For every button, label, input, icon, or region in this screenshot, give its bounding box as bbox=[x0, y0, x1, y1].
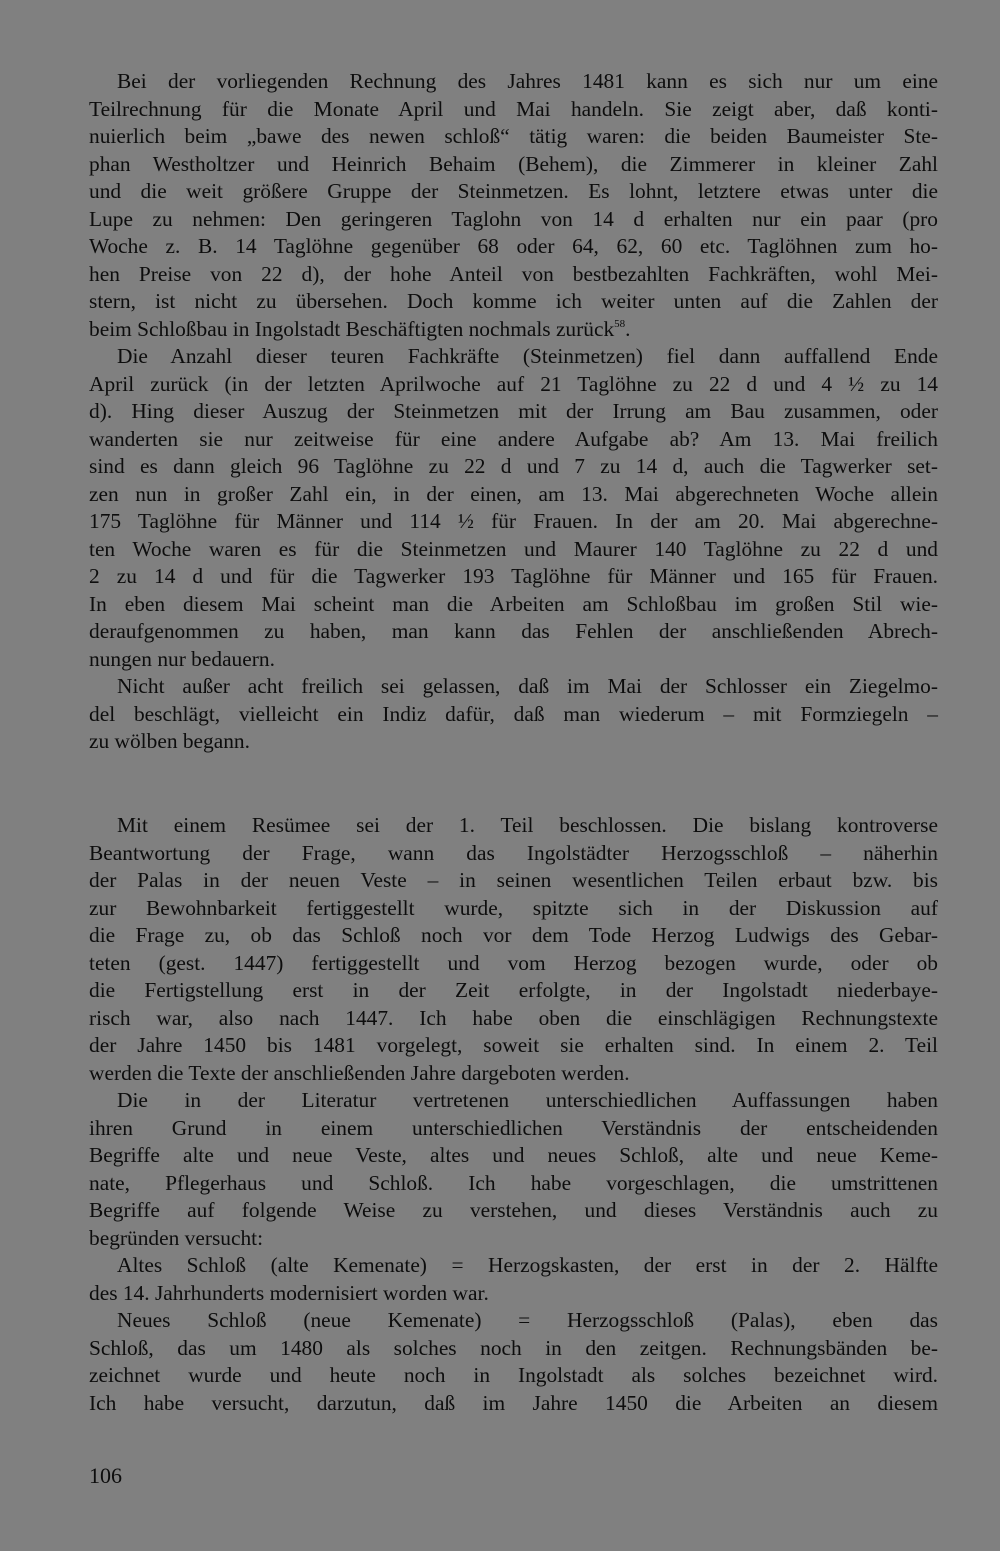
line-text: sind es dann gleich 96 Taglöhne zu 22 d und 7 zu 14 d, auch die Tagwerker set- bbox=[89, 454, 938, 478]
text-line bbox=[89, 673, 938, 701]
footnote-marker: 58 bbox=[614, 317, 626, 330]
line-text: hen Preise von 22 d), der hohe Anteil von bestbezahlten Fachkräften, wohl Mei- bbox=[89, 261, 938, 286]
line-text: Begriffe auf folgende Weise zu verstehen, und dieses Verständnis auch zu bbox=[89, 1198, 938, 1222]
line-text: zen nun in großer Zahl ein, in der einen, am 13. Mai abgerechneten Woche allein bbox=[89, 481, 938, 506]
line-text: Mit einem Resümee sei der 1. Teil beschlossen. Die bislang kontroverse bbox=[117, 813, 938, 837]
text-line bbox=[89, 316, 938, 344]
text-line bbox=[89, 1225, 938, 1253]
line-text: April zurück (in der letzten Aprilwoche auf 21 Taglöhne zu 22 d und 4 ½ zu 14 bbox=[89, 371, 938, 396]
text-line bbox=[89, 1197, 938, 1225]
line-text: Bei der vorliegenden Rechnung des Jahres 1481 kann es sich nur um eine bbox=[117, 69, 938, 93]
text-line bbox=[89, 867, 938, 895]
line-text: zur Bewohnbarkeit fertiggestellt wurde, spitzte sich in der Diskussion auf bbox=[89, 895, 938, 920]
line-text: Beantwortung der Frage, wann das Ingolstädter Herzogsschloß – näherhin bbox=[89, 840, 938, 865]
line-text: phan Westholtzer und Heinrich Behaim (Behem), die Zimmerer in kleiner Zahl bbox=[89, 151, 938, 176]
line-text: Teilrechnung für die Monate April und Mai handeln. Sie zeigt aber, daß konti- bbox=[89, 96, 938, 121]
line-text: Begriffe alte und neue Veste, altes und neues Schloß, alte und neue Keme- bbox=[89, 1143, 938, 1167]
text-line bbox=[89, 1060, 938, 1088]
text-line bbox=[89, 701, 938, 729]
line-text: die Frage zu, ob das Schloß noch vor dem Tode Herzog Ludwigs des Gebar- bbox=[89, 923, 938, 947]
line-text: Woche z. B. 14 Taglöhne gegenüber 68 oder 64, 62, 60 etc. Taglöhnen zum ho- bbox=[89, 234, 938, 258]
line-text: Die in der Literatur vertretenen unterschiedlichen Auffassungen haben bbox=[117, 1088, 938, 1112]
line-text: nuierlich beim „bawe des newen schloß“ tätig waren: die beiden Baumeister Ste- bbox=[89, 124, 938, 148]
line-text: ten Woche waren es für die Steinmetzen und Maurer 140 Taglöhne zu 22 d und bbox=[89, 536, 938, 561]
text-line bbox=[89, 151, 938, 179]
text-line bbox=[89, 618, 938, 646]
text-line bbox=[89, 1032, 938, 1060]
text-line bbox=[89, 646, 938, 674]
line-text: Ich habe versucht, darzutun, daß im Jahre 1450 die Arbeiten an diesem bbox=[89, 1390, 938, 1415]
line-text: del beschlägt, vielleicht ein Indiz dafür, daß man wiederum – mit Formziegeln – bbox=[89, 701, 938, 726]
page-number: 106 bbox=[89, 1463, 122, 1488]
line-text: Schloß, das um 1480 als solches noch in den zeitgen. Rechnungsbänden be- bbox=[89, 1335, 938, 1360]
text-line bbox=[89, 1087, 938, 1115]
text-line bbox=[89, 1005, 938, 1033]
text-line bbox=[89, 398, 938, 426]
text-line bbox=[89, 481, 938, 509]
text-line bbox=[89, 68, 938, 96]
line-text: Lupe zu nehmen: Den geringeren Taglohn von 14 d erhalten nur ein paar (pro bbox=[89, 206, 938, 231]
text-line bbox=[89, 206, 938, 234]
line-text: zeichnet wurde und heute noch in Ingolstadt als solches bezeichnet wird. bbox=[89, 1363, 938, 1387]
text-line bbox=[89, 536, 938, 564]
line-text: Neues Schloß (neue Kemenate) = Herzogsschloß (Palas), eben das bbox=[117, 1308, 938, 1332]
text-line bbox=[89, 1362, 938, 1390]
line-text: 175 Taglöhne für Männer und 114 ½ für Frauen. In der am 20. Mai abgerechne- bbox=[89, 509, 938, 533]
text-line bbox=[89, 453, 938, 481]
text-line bbox=[89, 371, 938, 399]
text-line bbox=[89, 426, 938, 454]
text-line bbox=[89, 1307, 938, 1335]
text-line bbox=[89, 922, 938, 950]
text-line bbox=[89, 563, 938, 591]
text-line bbox=[89, 288, 938, 316]
line-text: stern, ist nicht zu übersehen. Doch komme ich weiter unten auf die Zahlen der bbox=[89, 289, 938, 313]
text-block-lower bbox=[89, 812, 938, 1417]
text-line bbox=[89, 591, 938, 619]
text-line bbox=[89, 1335, 938, 1363]
line-text: ihren Grund in einem unterschiedlichen Verständnis der entscheidenden bbox=[89, 1115, 938, 1140]
text-line bbox=[89, 840, 938, 868]
text-line bbox=[89, 1142, 938, 1170]
line-text: der Jahre 1450 bis 1481 vorgelegt, soweit sie erhalten sind. In einem 2. Teil bbox=[89, 1033, 938, 1057]
text-line bbox=[89, 343, 938, 371]
line-text: des 14. Jahrhunderts modernisiert worden war. bbox=[89, 1280, 489, 1305]
text-block-upper bbox=[89, 68, 938, 756]
text-line bbox=[89, 508, 938, 536]
line-text: nungen nur bedauern. bbox=[89, 646, 275, 671]
line-text: risch war, also nach 1447. Ich habe oben die einschlägigen Rechnungstexte bbox=[89, 1005, 938, 1030]
line-text: der Palas in der neuen Veste – in seinen wesentlichen Teilen erbaut bzw. bis bbox=[89, 868, 938, 892]
text-line bbox=[89, 1280, 938, 1308]
line-text: deraufgenommen zu haben, man kann das Fehlen der anschließenden Abrech- bbox=[89, 619, 938, 643]
line-text: d). Hing dieser Auszug der Steinmetzen mit der Irrung am Bau zusammen, oder bbox=[89, 399, 938, 423]
line-text: teten (gest. 1447) fertiggestellt und vom Herzog bezogen wurde, oder ob bbox=[89, 950, 938, 975]
line-text: begründen versucht: bbox=[89, 1225, 264, 1250]
line-text: beim Schloßbau in Ingolstadt Beschäftigten nochmals zurück bbox=[89, 316, 615, 341]
line-punctuation: . bbox=[625, 316, 631, 341]
text-line bbox=[89, 261, 938, 289]
text-line bbox=[89, 96, 938, 124]
line-text: die Fertigstellung erst in der Zeit erfolgte, in der Ingolstadt niederbaye- bbox=[89, 978, 938, 1002]
text-line bbox=[89, 895, 938, 923]
text-line bbox=[89, 1115, 938, 1143]
line-text: In eben diesem Mai scheint man die Arbeiten am Schloßbau im großen Stil wie- bbox=[89, 591, 938, 616]
line-text: und die weit größere Gruppe der Steinmetzen. Es lohnt, letztere etwas unter die bbox=[89, 179, 938, 203]
line-text: zu wölben begann. bbox=[89, 729, 250, 753]
text-line bbox=[89, 178, 938, 206]
line-text: Nicht außer acht freilich sei gelassen, daß im Mai der Schlosser ein Ziegelmo- bbox=[117, 674, 938, 698]
text-line bbox=[89, 950, 938, 978]
line-text: Altes Schloß (alte Kemenate) = Herzogskasten, der erst in der 2. Hälfte bbox=[117, 1253, 938, 1277]
line-text: Die Anzahl dieser teuren Fachkräfte (Steinmetzen) fiel dann auffallend Ende bbox=[117, 344, 938, 368]
text-line bbox=[89, 233, 938, 261]
text-line bbox=[89, 1170, 938, 1198]
text-line bbox=[89, 123, 938, 151]
line-text: wanderten sie nur zeitweise für eine andere Aufgabe ab? Am 13. Mai freilich bbox=[89, 426, 938, 451]
text-line bbox=[89, 728, 938, 756]
line-text: werden die Texte der anschließenden Jahre dargeboten werden. bbox=[89, 1060, 630, 1085]
text-line bbox=[89, 812, 938, 840]
text-line bbox=[89, 1252, 938, 1280]
line-text: nate, Pflegerhaus und Schloß. Ich habe vorgeschlagen, die umstrittenen bbox=[89, 1170, 938, 1195]
line-text: 2 zu 14 d und für die Tagwerker 193 Taglöhne für Männer und 165 für Frauen. bbox=[89, 564, 938, 588]
text-line bbox=[89, 1390, 938, 1418]
text-line bbox=[89, 977, 938, 1005]
